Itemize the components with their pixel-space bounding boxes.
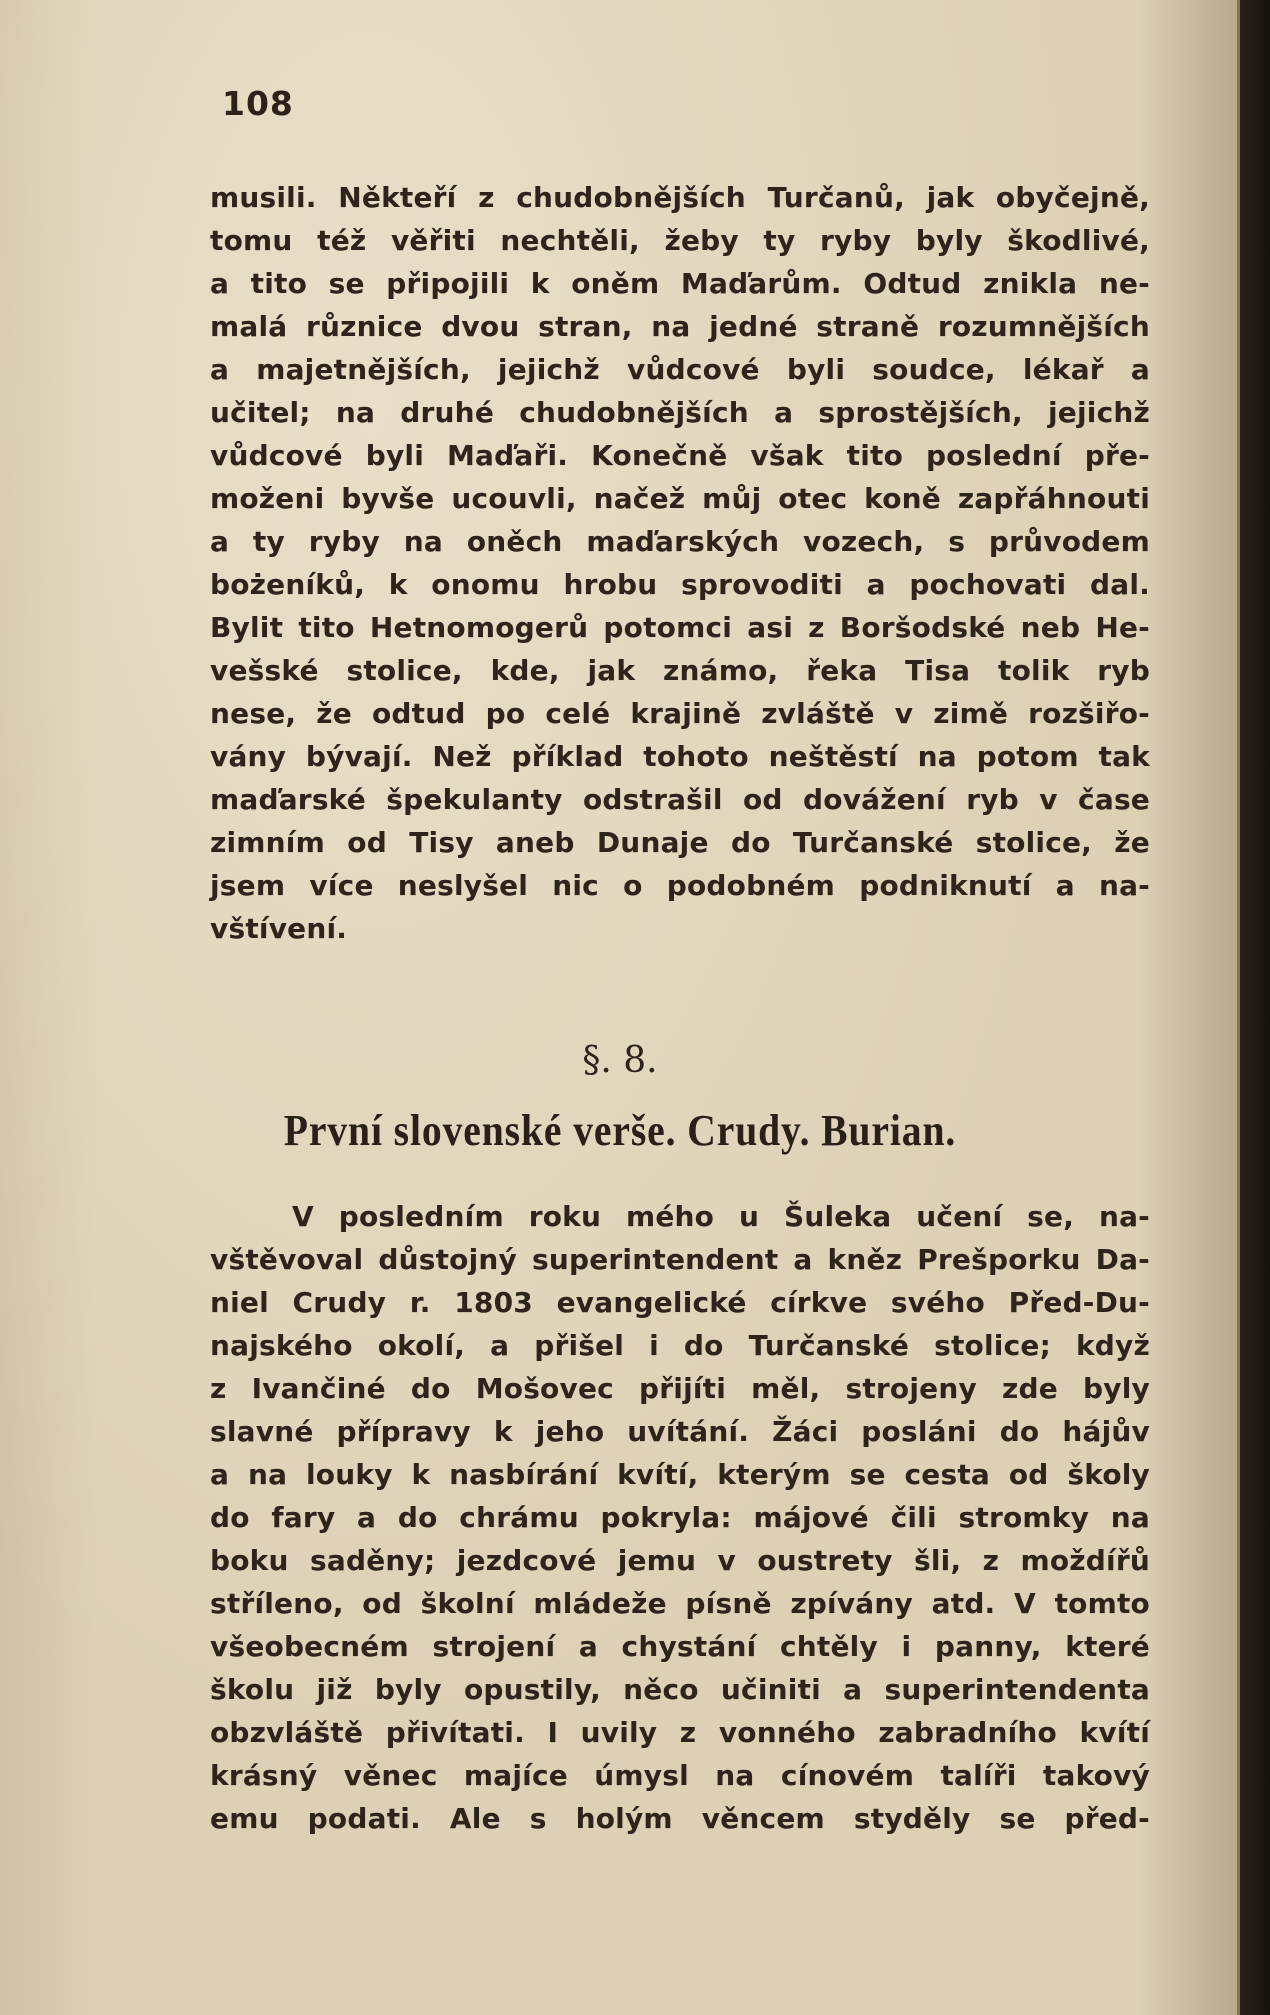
page-number: 108	[222, 84, 294, 123]
text-line: obzvláště přivítati. I uvily z vonného zabradního kvítí	[210, 1716, 1150, 1749]
text-line: do fary a do chrámu pokryla: májové čili stromky na	[210, 1501, 1150, 1534]
text-line: boku saděny; jezdcové jemu v oustrety šli, z moždířů	[210, 1544, 1150, 1577]
text-line: a majetnějších, jejichž vůdcové byli soudce, lékař a	[210, 353, 1150, 386]
text-line: učitel; na druhé chudobnějších a sprostějších, jejichž	[210, 396, 1150, 429]
text-line: malá různice dvou stran, na jedné straně rozumnějších	[210, 310, 1150, 343]
book-edge-shadow	[1240, 0, 1270, 2015]
text-line: V posledním roku mého u Šuleka učení se, na-	[292, 1200, 1150, 1233]
text-line: a tito se připojili k oněm Maďarům. Odtud znikla ne-	[210, 267, 1150, 300]
text-line: vešské stolice, kde, jak známo, řeka Tisa tolik ryb	[210, 654, 1150, 687]
paragraph-continued	[210, 176, 1150, 950]
text-line: všeobecném strojení a chystání chtěly i panny, které	[210, 1630, 1150, 1663]
text-line: vštěvoval důstojný superintendent a kněz Prešporku Da-	[210, 1243, 1150, 1276]
text-line: musili. Někteří z chudobnějších Turčanů, jak obyčejně,	[210, 181, 1150, 214]
text-line: krásný věnec majíce úmysl na cínovém talíři takový	[210, 1759, 1150, 1792]
section-title: První slovenské verše. Crudy. Burian.	[283, 1106, 957, 1155]
text-line: jsem více neslyšel nic o podobném podniknutí a na-	[210, 869, 1150, 902]
text-line: emu podati. Ale s holým věncem styděly se před-	[210, 1802, 1150, 1835]
text-line: maďarské špekulanty odstrašil od dovážení ryb v čase	[210, 783, 1150, 816]
text-line: niel Crudy r. 1803 evangelické církve svého Před-Du-	[210, 1286, 1150, 1319]
text-line: moženi byvše ucouvli, načež můj otec koně zapřáhnouti	[210, 482, 1150, 515]
section-number: §. 8.	[582, 1040, 658, 1081]
paragraph-section-8	[210, 1195, 1150, 1840]
text-line: najského okolí, a přišel i do Turčanské stolice; když	[210, 1329, 1150, 1362]
text-line: vány bývají. Než příklad tohoto neštěstí na potom tak	[210, 740, 1150, 773]
text-line: tomu též věřiti nechtěli, žeby ty ryby byly škodlivé,	[210, 224, 1150, 257]
text-line: a na louky k nasbírání kvítí, kterým se cesta od školy	[210, 1458, 1150, 1491]
text-line: vštívení.	[210, 912, 348, 945]
text-line: školu již byly opustily, něco učiniti a superintendenta	[210, 1673, 1150, 1706]
text-line: Bylit tito Hetnomogerů potomci asi z Boršodské neb He-	[210, 611, 1150, 644]
text-line: zimním od Tisy aneb Dunaje do Turčanské stolice, že	[210, 826, 1150, 859]
text-line: a ty ryby na oněch maďarských vozech, s průvodem	[210, 525, 1150, 558]
text-line: nese, že odtud po celé krajině zvláště v zimě rozšiřo-	[210, 697, 1150, 730]
text-line: bożeníků, k onomu hrobu sprovoditi a pochovati dal.	[210, 568, 1150, 601]
text-line: slavné přípravy k jeho uvítání. Žáci posláni do hájův	[210, 1415, 1150, 1448]
text-line: stříleno, od školní mládeže písně zpívány atd. V tomto	[210, 1587, 1150, 1620]
text-line: vůdcové byli Maďaři. Konečně však tito poslední pře-	[210, 439, 1150, 472]
text-line: z Ivančiné do Mošovec přijíti měl, strojeny zde byly	[210, 1372, 1150, 1405]
